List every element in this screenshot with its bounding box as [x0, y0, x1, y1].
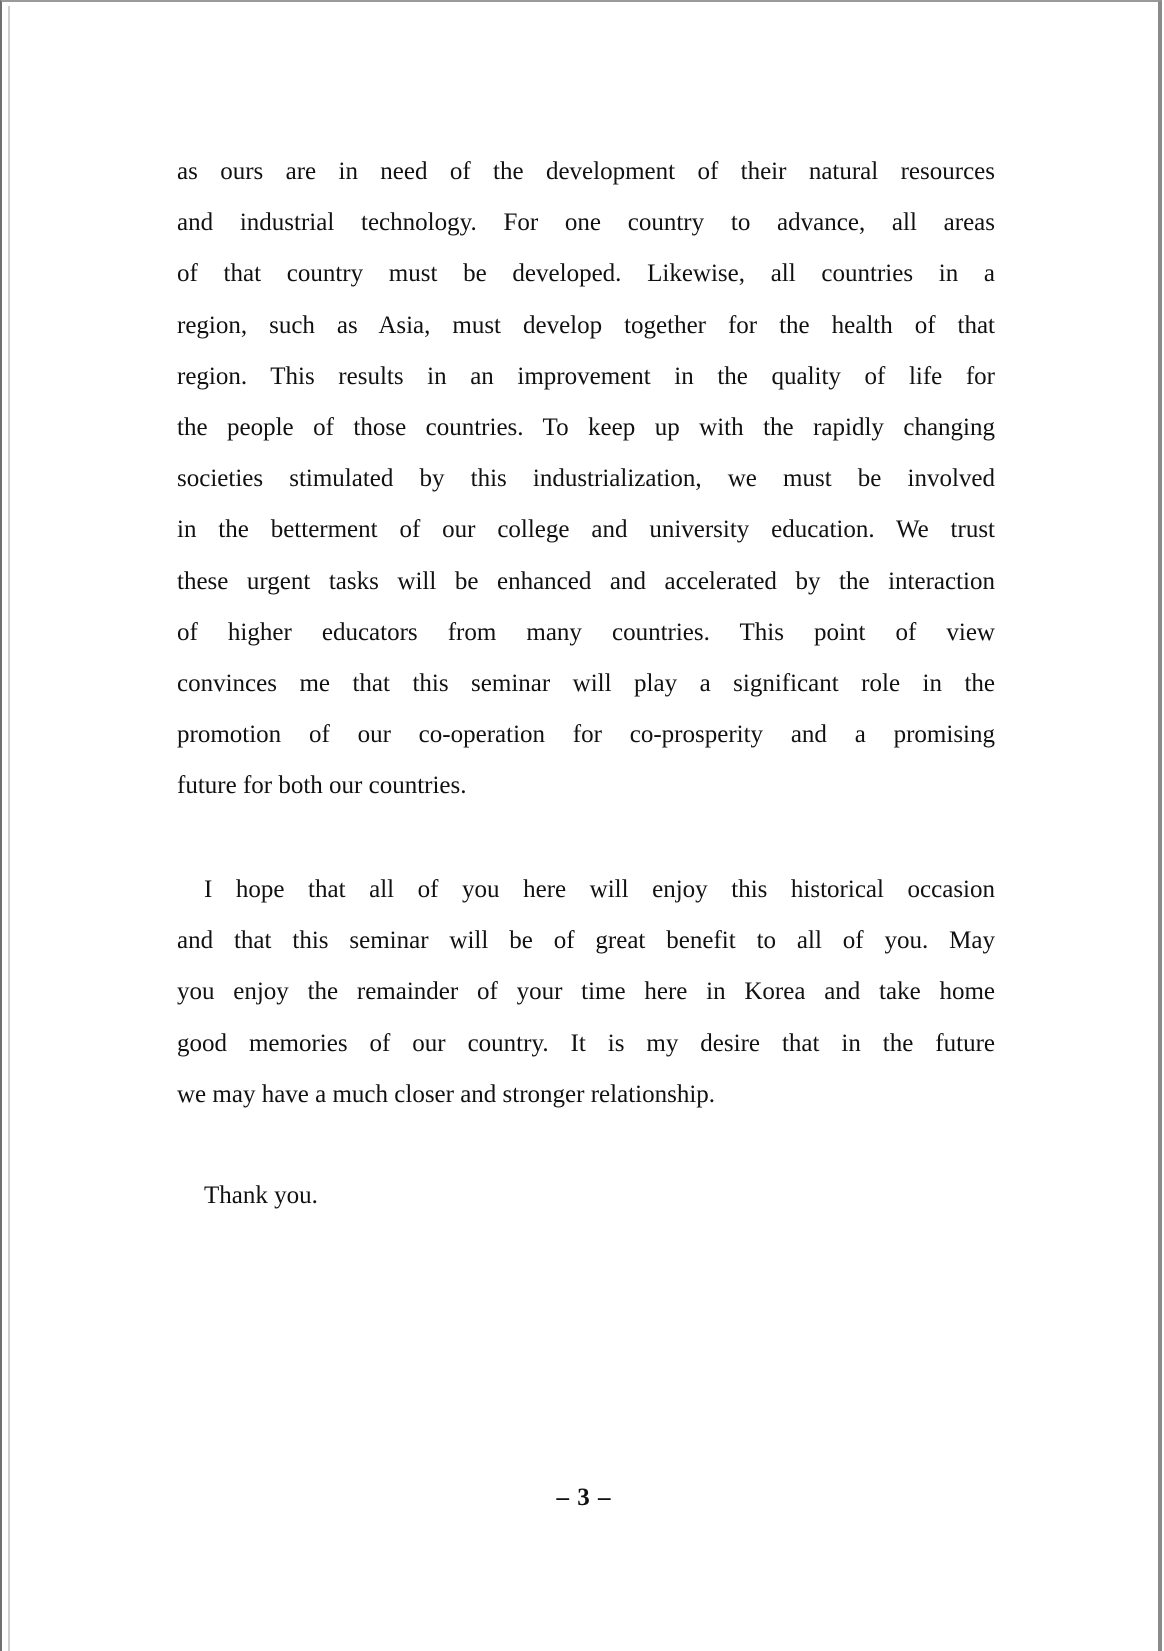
paragraph-line: as ours are in need of the development of their natural resources — [177, 158, 995, 185]
paragraph-line: of higher educators from many countries. This point of view — [177, 618, 995, 646]
paragraph-line: region. This results in an improvement in the quality of life for — [177, 362, 995, 390]
paragraph-line: you enjoy the remainder of your time here in Korea and take home — [177, 978, 995, 1006]
paragraph-line: convinces me that this seminar will play a significant role in the — [177, 669, 995, 697]
closing-line: Thank you. — [204, 1182, 318, 1209]
closing-paragraph — [177, 1170, 995, 1221]
paragraph-line: societies stimulated by this industrialization, we must be involved — [177, 465, 995, 493]
paragraph-line: in the betterment of our college and university education. We trust — [177, 516, 995, 544]
paragraph-line: future for both our countries. — [177, 772, 467, 800]
paragraph-line: and that this seminar will be of great benefit to all of you. May — [177, 927, 995, 955]
paragraph-line: of that country must be developed. Likewise, all countries in a — [177, 260, 995, 288]
paragraph-line: good memories of our country. It is my desire that in the future — [177, 1029, 995, 1057]
page-number: – 3 – — [556, 1484, 612, 1511]
paragraph-line: we may have a much closer and stronger relationship. — [177, 1080, 716, 1108]
paragraph-line: the people of those countries. To keep up with the rapidly changing — [177, 413, 995, 441]
paragraph-line: region, such as Asia, must develop together for the health of that — [177, 311, 995, 339]
paragraph-line: and industrial technology. For one country to advance, all areas — [177, 209, 995, 237]
paragraph-line: I hope that all of you here will enjoy this historical occasion — [204, 876, 995, 903]
paragraph-line: promotion of our co-operation for co-prosperity and a promising — [177, 721, 995, 749]
paragraph-2 — [177, 864, 995, 1120]
paragraph-line: these urgent tasks will be enhanced and accelerated by the interaction — [177, 567, 995, 595]
paragraph-1 — [177, 146, 995, 811]
